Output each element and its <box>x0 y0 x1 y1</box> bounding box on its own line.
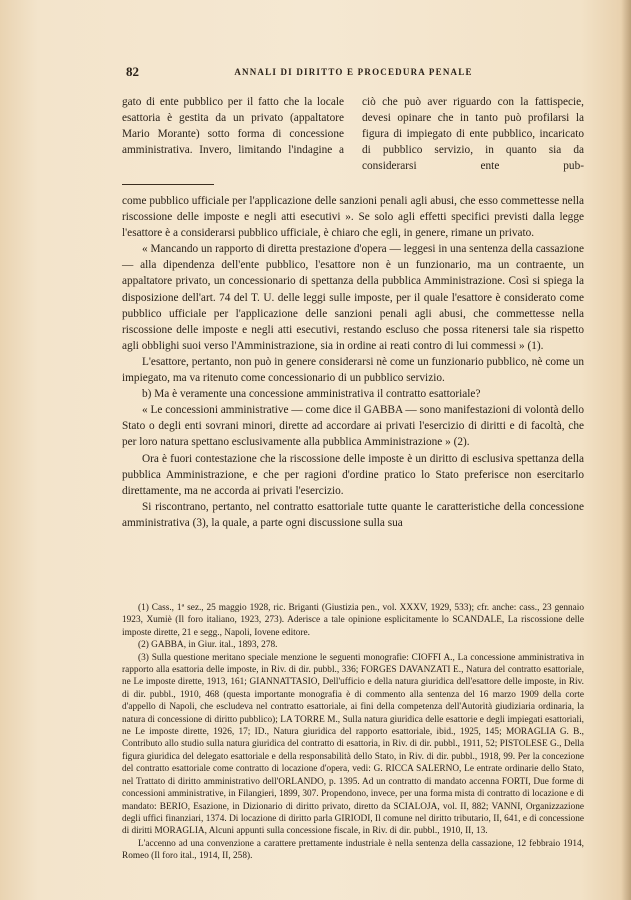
running-title: ANNALI DI DIRITTO E PROCEDURA PENALE <box>234 67 473 77</box>
footnotes <box>122 602 584 863</box>
paragraph-6: Ora è fuori contestazione che la riscossione delle imposte è un diritto di esclusiva spettanza della pubblica Amministrazione, e che per ragioni d'ordine pratico lo Stato preferisce non esercitarlo direttamente, ma ne accorda ai privati l'esercizio. <box>122 452 584 497</box>
paragraph-1: come pubblico ufficiale per l'applicazione delle sanzioni penali agli abusi, che esso commettesse nella riscossione delle imposte e negli atti esecutivi ». Se solo agli effetti specifici previsti dalla legge l'esattore è a considerarsi pubblico ufficiale, è chiaro che egli, in genere, rimane un privato. <box>122 195 584 240</box>
paragraph-5: « Le concessioni amministrative — come dice il GABBA — sono manifestazioni di volontà dello Stato o degli enti sovrani minori, dirette ad accordare ai privati l'esercizio di diritti e di facoltà, che per loro natura spettano esclusivamente alla pubblica Amministrazione » (2). <box>122 404 584 449</box>
right-column: ciò che può aver riguardo con la fattispecie, devesi opinare che in tanto può profilarsi la figura di impiegato di ente pubblico, incaricato di pubblico servizio, in quanto sia da considerarsi ente pub- <box>362 96 584 173</box>
paragraph-3: L'esattore, pertanto, non può in genere considerarsi nè come un funzionario pubblico, nè come un impiegato, ma va ritenuto come concessionario di un pubblico servizio. <box>122 355 584 385</box>
footnote-3: (3) Sulla questione meritano speciale menzione le seguenti monografie: CIOFFI A., La concessione amministrativa in rapporto alla esattoria delle imposte, in Riv. di dir. pubbl., 336; FORGES DAVANZATI E., Natura del contratto esattoriale, ne Le imposte dirette, 1913, 161; GIANNATTASIO, Dell'ufficio e della natura giuridica dell'esattore delle imposte, in Riv. di dir. pubbl., 1910, 468 (questa importante monografia è di commento alla sentenza del 16 marzo 1909 della corte d'appello di Napoli, che escludeva nel contratto esattoriale, ai fini della competenza dell'Autorità giudiziaria ordinaria, la natura di concessione di diritto pubblico); LA TORRE M., Sulla natura giuridica delle esattorie e degli impiegati esattoriali, ne Le imposte dirette, 1926, 17; ID., Natura giuridica del rapporto esattoriale, ibid., 1925, 145; MORAGLIA G. B., Contributo allo studio sulla natura giuridica del contratto di esattoria, in Riv. di dir. pubbl., 1911, 52; PISTOLESE G., Della figura giuridica del delegato esattoriale e della responsabilità dello Stato, in Riv. di dir. pubbl., 1918, 99. Per la concezione del contratto esattoriale come contratto di locazione d'opera, vedi: G. RICCA SALERNO, Le entrate ordinarie dello Stato, nel Trattato di diritto amministrativo dell'ORLANDO, p. 1395. Ad un contratto di mandato accenna FORTI, Due forme di concessioni amministrative, in Filangieri, 1899, 307. Propendono, invece, per una forma mista di contratto di locazione e di mandato: BERIO, Esazione, in Dizionario di diritto privato, diretto da SCIALOJA, vol. II, 882; VANNI, Organizzazione degli uffici finanziari, 1374. Di locazione di diritto parla GIRIODI, Il comune nel diritto tributario, II, 641, e di concessione di diritti MORAGLIA, Alcuni appunti sulla concessione fiscale, in Riv. di dir. pubbl., 1910, II, 13. <box>122 652 584 837</box>
left-column: gato di ente pubblico per il fatto che la locale esattoria è gestita da un privato (appaltatore Mario Morante) sotto forma di concessione amministrativa. Invero, limitando l'indagine a <box>122 96 344 157</box>
paragraph-7: Si riscontrano, pertanto, nel contratto esattoriale tutte quante le caratteristiche della concessione amministrativa (3), la quale, a parte ogni discussione sulla sua <box>122 500 584 529</box>
footnote-3-continuation: L'accenno ad una convenzione a carattere prettamente industriale è nella sentenza della cassazione, 12 febbraio 1914, Romeo (Il foro ital., 1914, II, 258). <box>122 838 584 862</box>
footnote-2: (2) GABBA, in Giur. ital., 1893, 278. <box>138 640 278 651</box>
two-column-continuation <box>122 94 584 178</box>
page-header <box>126 64 581 80</box>
page-gutter-shadow <box>621 0 631 900</box>
paragraph-4: b) Ma è veramente una concessione amministrativa il contratto esattoriale? <box>142 388 481 401</box>
paragraph-2: « Mancando un rapporto di diretta prestazione d'opera — leggesi in una sentenza della cassazione — alla dipendenza dell'ente pubblico, l'esattore non è un funzionario, ma un contraente, un appaltatore privato, un concessionario di spettanza della pubblica Amministrazione. Così si spiega la disposizione dell'art. 74 del T. U. delle leggi sulle imposte, per il quale l'esattore è considerato come pubblico ufficiale per l'applicazione delle sanzioni penali agli abusi, che commettesse nella riscossione delle imposte e negli atti esecutivi, restando escluso che possa ritenersi tale sia rispetto agli obblighi suoi verso l'Amministrazione, sia in ordine ai reati contro di lui commessi » (1). <box>122 243 584 352</box>
main-text <box>122 94 584 531</box>
footnote-1: (1) Cass., 1ª sez., 25 maggio 1928, ric. Briganti (Giustizia pen., vol. XXXV, 1929, 533); cfr. anche: cass., 23 gennaio 1923, Xumiè (Il foro italiano, 1923, 273). Aderisce a tale opinione esplicitamente lo SCANDALE, La riscossione delle imposte dirette, 21 e segg., Napoli, Iovene editore. <box>122 603 584 638</box>
section-rule <box>122 184 214 185</box>
page-number: 82 <box>126 64 139 79</box>
